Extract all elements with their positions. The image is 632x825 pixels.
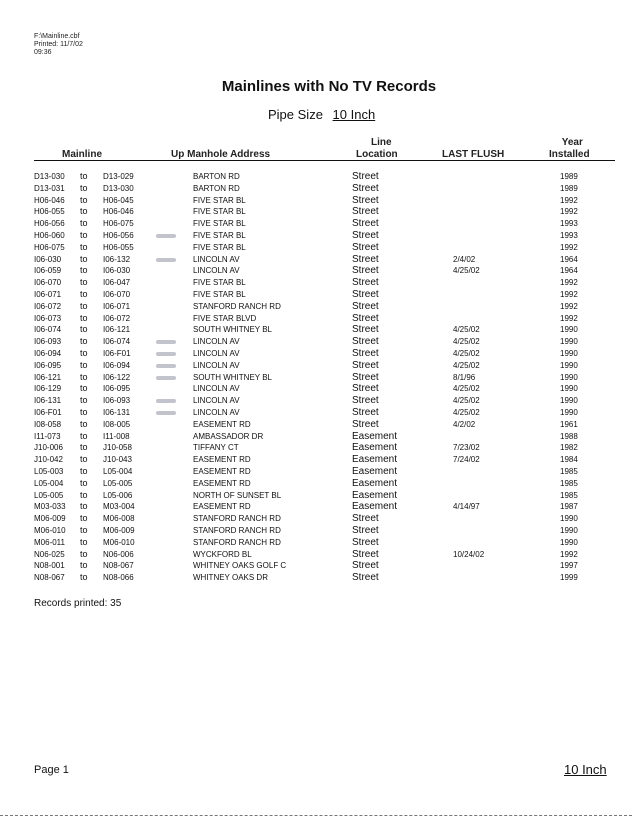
mainline-to-word: to xyxy=(80,194,88,205)
mainline-to: I06-071 xyxy=(103,301,131,311)
year-installed: 1997 xyxy=(560,561,578,571)
mainline-from: I08-058 xyxy=(34,419,62,429)
mainline-to-word: to xyxy=(80,336,88,347)
mainline-to: D13-030 xyxy=(103,183,134,193)
line-location: Street xyxy=(352,395,379,407)
mainline-to-word: to xyxy=(80,442,88,453)
mainline-from: I06-059 xyxy=(34,266,62,276)
mainline-to: H06-075 xyxy=(103,219,134,229)
table-row xyxy=(0,254,632,266)
mainline-to: N06-006 xyxy=(103,549,134,559)
line-location: Street xyxy=(352,229,379,241)
mainline-from: I11-073 xyxy=(34,431,61,441)
up-manhole-address: TIFFANY CT xyxy=(193,443,239,453)
line-location: Street xyxy=(352,324,379,336)
mainline-to-word: to xyxy=(80,182,88,193)
redaction-mark xyxy=(156,340,176,344)
last-flush: 4/25/02 xyxy=(453,360,480,370)
last-flush: 7/23/02 xyxy=(453,443,480,453)
line-location: Street xyxy=(352,277,379,289)
mainline-to-word: to xyxy=(80,489,88,500)
redaction-mark xyxy=(156,258,176,262)
table-row xyxy=(0,490,632,502)
mainline-to: H06-046 xyxy=(103,207,134,217)
mainline-from: I06-131 xyxy=(34,396,62,406)
mainline-from: D13-031 xyxy=(34,183,65,193)
table-row xyxy=(0,419,632,431)
line-location: Street xyxy=(352,171,379,182)
mainline-to: M06-009 xyxy=(103,525,135,535)
mainline-to: L05-004 xyxy=(103,466,133,476)
year-installed: 1999 xyxy=(560,573,578,583)
year-installed: 1961 xyxy=(560,419,578,429)
year-installed: 1988 xyxy=(560,431,578,441)
mainline-from: N08-001 xyxy=(34,561,65,571)
up-manhole-address: FIVE STAR BL xyxy=(193,230,246,240)
year-installed: 1990 xyxy=(560,372,578,382)
year-installed: 1990 xyxy=(560,348,578,358)
mainline-to-word: to xyxy=(80,406,88,417)
mainline-to-word: to xyxy=(80,536,88,547)
up-manhole-address: EASEMENT RD xyxy=(193,478,251,488)
line-location: Easement xyxy=(352,501,398,513)
mainline-to-word: to xyxy=(80,572,88,583)
table-row xyxy=(0,348,632,360)
table-row xyxy=(0,206,632,218)
up-manhole-address: LINCOLN AV xyxy=(193,337,240,347)
last-flush: 4/25/02 xyxy=(453,396,480,406)
mainline-from: H06-056 xyxy=(34,219,65,229)
mainline-from: I06-F01 xyxy=(34,407,62,417)
table-row xyxy=(0,383,632,395)
year-installed: 1990 xyxy=(560,384,578,394)
line-location: Easement xyxy=(352,454,398,466)
up-manhole-address: FIVE STAR BLVD xyxy=(193,313,257,323)
footer-pipe-size: 10 Inch xyxy=(564,762,607,777)
mainline-to: I08-005 xyxy=(103,419,131,429)
mainline-to: I06-070 xyxy=(103,289,131,299)
table-row xyxy=(0,336,632,348)
year-installed: 1985 xyxy=(560,478,578,488)
mainline-to-word: to xyxy=(80,265,88,276)
table-row xyxy=(0,466,632,478)
records-count: Records printed: 35 xyxy=(34,598,122,609)
line-location: Street xyxy=(352,572,379,584)
up-manhole-address: EASEMENT RD xyxy=(193,502,251,512)
year-installed: 1990 xyxy=(560,514,578,524)
mainline-to-word: to xyxy=(80,241,88,252)
up-manhole-address: FIVE STAR BL xyxy=(193,219,246,229)
mainline-from: L05-004 xyxy=(34,478,64,488)
up-manhole-address: FIVE STAR BL xyxy=(193,195,246,205)
line-location: Street xyxy=(352,548,379,560)
up-manhole-address: EASEMENT RD xyxy=(193,419,251,429)
records-table xyxy=(0,171,632,584)
mainline-to: H06-055 xyxy=(103,242,134,252)
mainline-to: I11-008 xyxy=(103,431,130,441)
line-location: Street xyxy=(352,288,379,300)
mainline-to-word: to xyxy=(80,524,88,535)
header-line-location-line2: Location xyxy=(356,149,398,160)
mainline-to-word: to xyxy=(80,560,88,571)
line-location: Easement xyxy=(352,465,398,477)
mainline-from: I06-094 xyxy=(34,348,62,358)
up-manhole-address: SOUTH WHITNEY BL xyxy=(193,372,272,382)
mainline-from: I06-095 xyxy=(34,360,62,370)
last-flush: 4/25/02 xyxy=(453,348,480,358)
mainline-from: J10-006 xyxy=(34,443,63,453)
table-row xyxy=(0,372,632,384)
mainline-to: I06-132 xyxy=(103,254,131,264)
mainline-from: D13-030 xyxy=(34,172,65,181)
table-row xyxy=(0,537,632,549)
year-installed: 1992 xyxy=(560,301,578,311)
mainline-from: M03-033 xyxy=(34,502,66,512)
mainline-to-word: to xyxy=(80,477,88,488)
mainline-to: I06-093 xyxy=(103,396,131,406)
up-manhole-address: WHITNEY OAKS DR xyxy=(193,573,268,583)
mainline-to-word: to xyxy=(80,324,88,335)
mainline-to-word: to xyxy=(80,218,88,229)
up-manhole-address: STANFORD RANCH RD xyxy=(193,525,281,535)
table-row xyxy=(0,395,632,407)
mainline-to: I06-047 xyxy=(103,278,131,288)
up-manhole-address: WYCKFORD BL xyxy=(193,549,252,559)
up-manhole-address: STANFORD RANCH RD xyxy=(193,301,281,311)
mainline-to: I06-030 xyxy=(103,266,131,276)
table-row xyxy=(0,513,632,525)
mainline-from: I06-073 xyxy=(34,313,62,323)
mainline-from: N06-025 xyxy=(34,549,65,559)
mainline-from: M06-011 xyxy=(34,537,65,547)
year-installed: 1990 xyxy=(560,407,578,417)
year-installed: 1993 xyxy=(560,230,578,240)
mainline-to: I06-F01 xyxy=(103,348,131,358)
mainline-from: M06-010 xyxy=(34,525,66,535)
up-manhole-address: FIVE STAR BL xyxy=(193,289,246,299)
redaction-mark xyxy=(156,399,176,403)
mainline-to-word: to xyxy=(80,229,88,240)
table-row xyxy=(0,560,632,572)
page-bottom-edge xyxy=(0,815,632,816)
mainline-to: D13-029 xyxy=(103,172,134,181)
table-row xyxy=(0,242,632,254)
mainline-to: M03-004 xyxy=(103,502,135,512)
printed-date: Printed: 11/7/02 xyxy=(34,41,83,48)
up-manhole-address: LINCOLN AV xyxy=(193,254,240,264)
mainline-to: J10-043 xyxy=(103,455,132,465)
header-year-installed xyxy=(549,137,590,161)
mainline-from: J10-042 xyxy=(34,455,63,465)
table-row xyxy=(0,171,632,183)
redaction-mark xyxy=(156,376,176,380)
mainline-from: M06-009 xyxy=(34,514,66,524)
mainline-from: I06-093 xyxy=(34,337,62,347)
mainline-to-word: to xyxy=(80,371,88,382)
table-row xyxy=(0,572,632,584)
last-flush: 4/25/02 xyxy=(453,337,480,347)
table-row xyxy=(0,230,632,242)
year-installed: 1992 xyxy=(560,242,578,252)
header-line-location-line1: Line xyxy=(371,137,392,148)
mainline-from: H06-075 xyxy=(34,242,65,252)
mainline-to: L05-006 xyxy=(103,490,133,500)
report-title: Mainlines with No TV Records xyxy=(221,78,437,95)
mainline-from: I06-070 xyxy=(34,278,62,288)
last-flush: 10/24/02 xyxy=(453,549,485,559)
mainline-from: I06-129 xyxy=(34,384,62,394)
year-installed: 1984 xyxy=(560,455,578,465)
table-row xyxy=(0,454,632,466)
table-row xyxy=(0,195,632,207)
line-location: Street xyxy=(352,194,379,206)
up-manhole-address: AMBASSADOR DR xyxy=(193,431,264,441)
up-manhole-address: FIVE STAR BL xyxy=(193,207,246,217)
mainline-to-word: to xyxy=(80,312,88,323)
table-row xyxy=(0,313,632,325)
mainline-to-word: to xyxy=(80,359,88,370)
table-row xyxy=(0,277,632,289)
line-location: Easement xyxy=(352,430,398,442)
header-mainline: Mainline xyxy=(62,149,103,160)
mainline-to: N08-066 xyxy=(103,573,134,583)
mainline-from: L05-005 xyxy=(34,490,64,500)
line-location: Street xyxy=(352,383,379,395)
mainline-to: J10-058 xyxy=(103,443,132,453)
up-manhole-address: BARTON RD xyxy=(193,183,240,193)
up-manhole-address: LINCOLN AV xyxy=(193,348,240,358)
up-manhole-address: EASEMENT RD xyxy=(193,466,251,476)
last-flush: 4/25/02 xyxy=(453,266,480,276)
up-manhole-address: LINCOLN AV xyxy=(193,407,240,417)
mainline-to: M06-010 xyxy=(103,537,135,547)
mainline-to: I06-072 xyxy=(103,313,131,323)
year-installed: 1985 xyxy=(560,466,578,476)
header-line-location xyxy=(356,137,398,161)
mainline-to: N08-067 xyxy=(103,561,134,571)
up-manhole-address: EASEMENT RD xyxy=(193,455,251,465)
header-year-line2: Installed xyxy=(549,149,590,160)
table-row xyxy=(0,324,632,336)
table-row xyxy=(0,549,632,561)
year-installed: 1990 xyxy=(560,337,578,347)
year-installed: 1964 xyxy=(560,266,578,276)
year-installed: 1982 xyxy=(560,443,578,453)
mainline-from: I06-074 xyxy=(34,325,62,335)
line-location: Street xyxy=(352,406,379,418)
table-row xyxy=(0,218,632,230)
header-year-line1: Year xyxy=(561,137,583,148)
mainline-to: I06-094 xyxy=(103,360,131,370)
up-manhole-address: NORTH OF SUNSET BL xyxy=(193,490,282,500)
up-manhole-address: LINCOLN AV xyxy=(193,396,240,406)
table-row xyxy=(0,360,632,372)
mainline-from: I06-071 xyxy=(34,289,62,299)
mainline-to-word: to xyxy=(80,277,88,288)
year-installed: 1990 xyxy=(560,537,578,547)
last-flush: 4/2/02 xyxy=(453,419,476,429)
last-flush: 4/25/02 xyxy=(453,325,480,335)
last-flush: 7/24/02 xyxy=(453,455,480,465)
year-installed: 1992 xyxy=(560,549,578,559)
mainline-to-word: to xyxy=(80,171,88,181)
up-manhole-address: BARTON RD xyxy=(193,172,240,181)
up-manhole-address: STANFORD RANCH RD xyxy=(193,537,281,547)
mainline-to-word: to xyxy=(80,513,88,524)
mainline-from: I06-072 xyxy=(34,301,62,311)
mainline-to-word: to xyxy=(80,454,88,465)
table-row xyxy=(0,183,632,195)
mainline-to-word: to xyxy=(80,300,88,311)
mainline-from: L05-003 xyxy=(34,466,64,476)
year-installed: 1992 xyxy=(560,289,578,299)
last-flush: 2/4/02 xyxy=(453,254,476,264)
line-location: Street xyxy=(352,513,379,525)
line-location: Street xyxy=(352,206,379,218)
line-location: Street xyxy=(352,336,379,348)
year-installed: 1987 xyxy=(560,502,578,512)
year-installed: 1964 xyxy=(560,254,578,264)
up-manhole-address: WHITNEY OAKS GOLF C xyxy=(193,561,287,571)
line-location: Street xyxy=(352,300,379,312)
mainline-to: L05-005 xyxy=(103,478,133,488)
table-row xyxy=(0,431,632,443)
year-installed: 1990 xyxy=(560,325,578,335)
last-flush: 4/25/02 xyxy=(453,407,480,417)
line-location: Street xyxy=(352,418,379,430)
mainline-from: H06-055 xyxy=(34,207,65,217)
mainline-to-word: to xyxy=(80,253,88,264)
table-row xyxy=(0,501,632,513)
mainline-to-word: to xyxy=(80,395,88,406)
line-location: Easement xyxy=(352,489,398,501)
year-installed: 1992 xyxy=(560,195,578,205)
mainline-to: H06-045 xyxy=(103,195,134,205)
up-manhole-address: LINCOLN AV xyxy=(193,360,240,370)
mainline-from: N08-067 xyxy=(34,573,65,583)
table-row xyxy=(0,301,632,313)
file-path: F:\Mainline.cbf xyxy=(34,33,80,40)
last-flush: 4/25/02 xyxy=(453,384,480,394)
table-row xyxy=(0,478,632,490)
table-row xyxy=(0,442,632,454)
line-location: Street xyxy=(352,560,379,572)
table-row xyxy=(0,265,632,277)
year-installed: 1990 xyxy=(560,360,578,370)
mainline-to: H06-056 xyxy=(103,230,134,240)
mainline-to-word: to xyxy=(80,383,88,394)
year-installed: 1990 xyxy=(560,396,578,406)
mainline-to-word: to xyxy=(80,465,88,476)
mainline-to-word: to xyxy=(80,206,88,217)
redaction-mark xyxy=(156,411,176,415)
line-location: Street xyxy=(352,182,379,194)
line-location: Street xyxy=(352,253,379,265)
last-flush: 4/14/97 xyxy=(453,502,480,512)
redaction-mark xyxy=(156,364,176,368)
line-location: Street xyxy=(352,265,379,277)
mainline-to: I06-121 xyxy=(103,325,131,335)
line-location: Street xyxy=(352,312,379,324)
redaction-mark xyxy=(156,234,176,238)
table-row xyxy=(0,525,632,537)
mainline-to-word: to xyxy=(80,430,88,441)
printed-time: 09:36 xyxy=(34,49,52,56)
redaction-mark xyxy=(156,352,176,356)
mainline-to: I06-074 xyxy=(103,337,131,347)
mainline-to: M06-008 xyxy=(103,514,135,524)
header-up-manhole-address: Up Manhole Address xyxy=(171,149,271,160)
line-location: Street xyxy=(352,347,379,359)
line-location: Street xyxy=(352,536,379,548)
year-installed: 1989 xyxy=(560,172,578,181)
page-number: Page 1 xyxy=(34,764,69,776)
pipe-size-value: 10 Inch xyxy=(332,107,376,122)
table-row xyxy=(0,289,632,301)
mainline-from: I06-121 xyxy=(34,372,62,382)
up-manhole-address: STANFORD RANCH RD xyxy=(193,514,281,524)
mainline-from: H06-046 xyxy=(34,195,65,205)
up-manhole-address: FIVE STAR BL xyxy=(193,242,246,252)
mainline-to-word: to xyxy=(80,548,88,559)
mainline-to: I06-095 xyxy=(103,384,131,394)
pipe-size-label: Pipe Size xyxy=(268,107,323,122)
header-divider xyxy=(34,160,615,161)
line-location: Street xyxy=(352,371,379,383)
year-installed: 1992 xyxy=(560,207,578,217)
year-installed: 1992 xyxy=(560,313,578,323)
pipe-size xyxy=(268,107,375,122)
last-flush: 8/1/96 xyxy=(453,372,476,382)
mainline-from: H06-060 xyxy=(34,230,65,240)
line-location: Street xyxy=(352,241,379,253)
year-installed: 1985 xyxy=(560,490,578,500)
line-location: Street xyxy=(352,218,379,230)
mainline-to: I06-131 xyxy=(103,407,131,417)
line-location: Street xyxy=(352,359,379,371)
table-row xyxy=(0,407,632,419)
year-installed: 1992 xyxy=(560,278,578,288)
header-last-flush: LAST FLUSH xyxy=(442,149,505,160)
line-location: Street xyxy=(352,524,379,536)
up-manhole-address: LINCOLN AV xyxy=(193,266,240,276)
line-location: Easement xyxy=(352,477,398,489)
mainline-to-word: to xyxy=(80,501,88,512)
up-manhole-address: LINCOLN AV xyxy=(193,384,240,394)
year-installed: 1993 xyxy=(560,219,578,229)
mainline-to-word: to xyxy=(80,288,88,299)
up-manhole-address: FIVE STAR BL xyxy=(193,278,246,288)
mainline-from: I06-030 xyxy=(34,254,62,264)
line-location: Easement xyxy=(352,442,398,454)
year-installed: 1989 xyxy=(560,183,578,193)
year-installed: 1990 xyxy=(560,525,578,535)
mainline-to-word: to xyxy=(80,347,88,358)
up-manhole-address: SOUTH WHITNEY BL xyxy=(193,325,272,335)
mainline-to: I06-122 xyxy=(103,372,131,382)
mainline-to-word: to xyxy=(80,418,88,429)
